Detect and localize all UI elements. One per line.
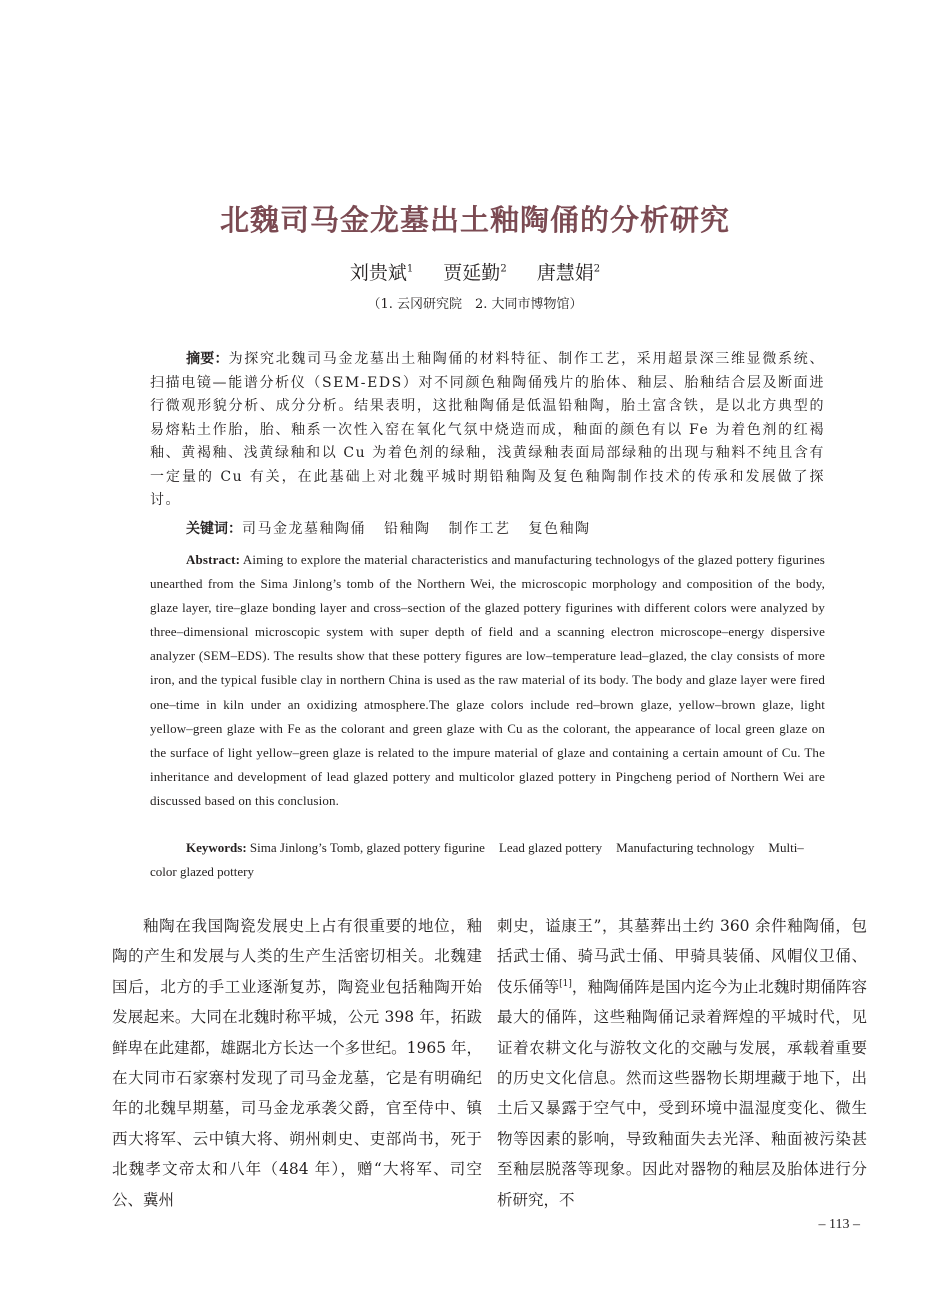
body-column-right: 刺史，谥康王”，其墓葬出土约 360 余件釉陶俑，包括武士俑、骑马武士俑、甲骑具装俑、风帽仪卫俑、伎乐俑等[1]，釉陶俑阵是国内迄今为止北魏时期俑阵容最大的俑阵，这些釉陶俑记录着辉煌的平城时代，见证着农耕文化与游牧文化的交融与发展，承载着重要的历史文化信息。然而这些器物长期埋藏于地下，出土后又暴露于空气中，受到环境中温湿度变化、微生物等因素的影响，导致釉面失去光泽、釉面被污染甚至釉层脱落等现象。因此对器物的釉层及胎体进行分析研究，不: [497, 917, 867, 1209]
page-number: – 113 –: [818, 1217, 860, 1232]
keywords-english: [150, 836, 825, 884]
keywords-label: 关键词：: [186, 521, 242, 537]
keyword: 复色釉陶: [528, 521, 591, 537]
keyword-en: Multi–color glazed pottery: [150, 840, 804, 879]
author-line: [0, 258, 950, 285]
keyword-en: Sima Jinlong’s Tomb, glazed pottery figurine: [249, 840, 485, 855]
keyword: 司马金龙墓釉陶俑: [242, 521, 366, 537]
author: 刘贵斌$^1$: [349, 262, 414, 284]
body-column-left: 釉陶在我国陶瓷发展史上占有很重要的地位，釉陶的产生和发展与人类的生产生活密切相关。北魏建国后，北方的手工业逐渐复苏，陶瓷业包括釉陶开始发展起来。大同在北魏时称平城，公元 398 年，拓跋鲜卑在此建都，雄踞北方长达一个多世纪。1965 年，在大同市石家寨村发现了司马金龙墓，它是有明确纪年的北魏早期墓，司马金龙承袭父爵，官至侍中、镇西大将军、云中镇大将、朔州刺史、吏部尚书，死于北魏孝文帝太和八年（484 年），赠“大将军、司空公、冀州: [112, 917, 482, 1209]
article-title: 北魏司马金龙墓出土釉陶俑的分析研究: [219, 203, 730, 237]
keyword-en: Lead glazed pottery: [498, 840, 603, 855]
affiliations: （1. 云冈研究院 2. 大同市博物馆）: [367, 297, 583, 312]
keywords-en-label: Keywords:: [186, 840, 247, 855]
author: 贾延勤$^2$: [443, 262, 507, 284]
abstract-text: 为探究北魏司马金龙墓出土釉陶俑的材料特征、制作工艺，采用超景深三维显微系统、扫描电镜—能谱分析仪（SEM-EDS）对不同颜色釉陶俑残片的胎体、釉层、胎釉结合层及断面进行微观形貌分析、成分分析。结果表明，这批釉陶俑是低温铅釉陶，胎土富含铁，是以北方典型的易熔粘土作胎，胎、釉系一次性入窑在氧化气氛中烧造而成，釉面的颜色有以 Fe 为着色剂的红褐釉、黄褐釉、浅黄绿釉和以 Cu 为着色剂的绿釉，浅黄绿釉表面局部绿釉的出现与釉料不纯且含有一定量的 Cu 有关，在此基础上对北魏平城时期铅釉陶及复色釉陶制作技术的传承和发展做了探讨。: [150, 351, 826, 508]
keywords-chinese: [186, 518, 826, 538]
abstract-en-label: Abstract:: [186, 552, 241, 567]
keyword: 制作工艺: [448, 521, 511, 537]
abstract-english: [150, 548, 825, 813]
abstract-chinese: [150, 348, 825, 513]
author: 唐慧娟$^2$: [536, 262, 601, 284]
abstract-en-text: Aiming to explore the material characteristics and manufacturing technologys of the glazed pottery figurines unearthed from the Sima Jinlong’s tomb of the Northern Wei, the microscopic morphology and composition of the body, glaze layer, tire–glaze bonding layer and cross–section of the glazed pottery figurines with different colors were analyzed by three–dimensional microscopic system with super depth of field and a scanning electron microscope–energy dispersive analyzer (SEM–EDS). The results show that these pottery figures are low–temperature lead–glazed, the clay consists of more iron, and the typical fusible clay in northern China is used as the raw material of its body. The body and glaze layer were fired one–time in kiln under an oxidizing atmosphere.The glaze colors include red–brown glaze, yellow–brown glaze, light yellow–green glaze with Fe as the colorant and green glaze with Cu as the colorant, the appearance of local green glaze on the surface of light yellow–green glaze is related to the impure material of glaze and containing a certain amount of Cu. The inheritance and development of lead glazed pottery and multicolor glazed pottery in Pingcheng period of Northern Wei are discussed based on this conclusion.: [150, 552, 825, 808]
keyword-en: Manufacturing technology: [616, 840, 755, 855]
keyword: 铅釉陶: [384, 521, 431, 537]
citation-ref: [1]: [559, 978, 572, 989]
abstract-label: 摘要：: [186, 351, 229, 367]
